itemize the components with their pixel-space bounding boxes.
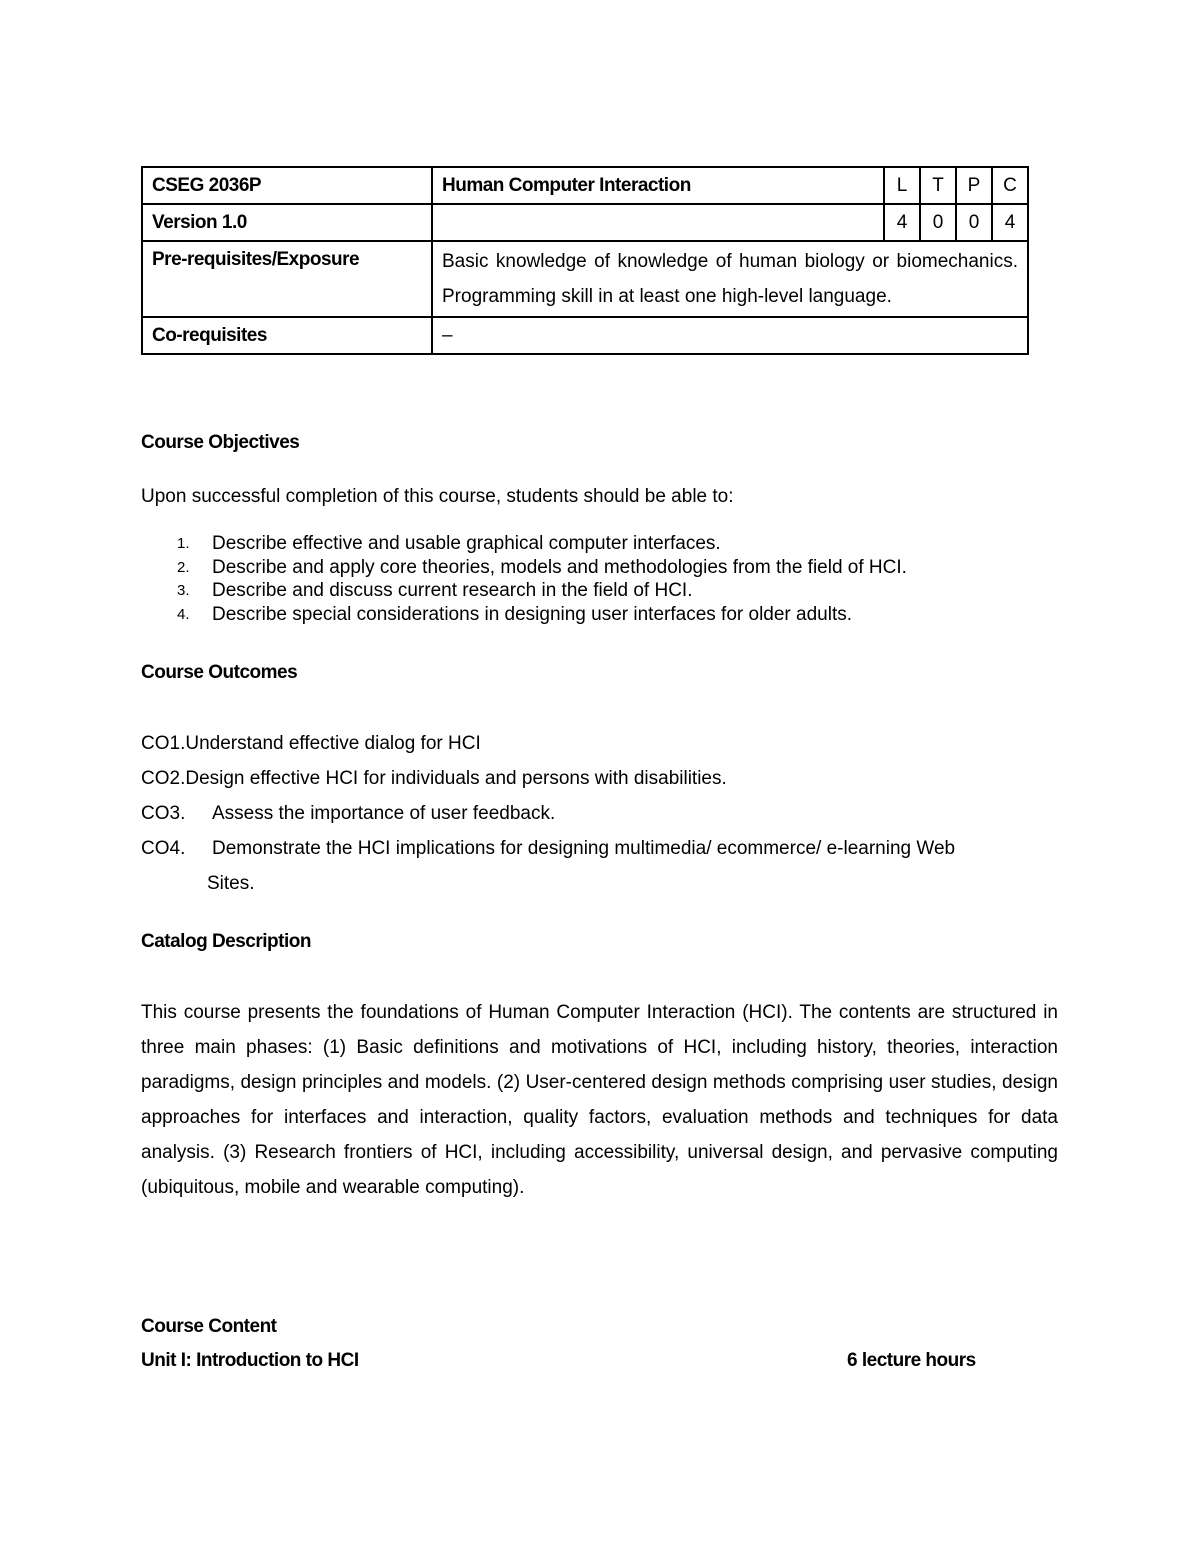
objectives-list — [141, 532, 907, 626]
ltpc-value-l: 4 — [884, 204, 920, 241]
objectives-heading: Course Objectives — [141, 432, 300, 453]
prereq-text: Basic knowledge of knowledge of human biology or biomechanics. Programming skill in at least one high-level language. — [432, 241, 1028, 317]
outcome-label: CO4. — [141, 838, 186, 859]
unit-title: Unit I: Introduction to HCI — [141, 1350, 359, 1371]
outcome-text: Understand effective dialog for HCI — [185, 733, 481, 754]
outcome-text: Demonstrate the HCI implications for designing multimedia/ ecommerce/ e-learning Web — [212, 838, 956, 859]
table-row — [142, 241, 1028, 317]
ltpc-value-t: 0 — [920, 204, 956, 241]
ltpc-header-c: C — [992, 167, 1028, 204]
list-number: 3. — [177, 582, 190, 599]
list-item — [141, 579, 907, 603]
prereq-label: Pre-requisites/Exposure — [142, 241, 432, 317]
outcome-item — [141, 831, 1041, 866]
coreq-label: Co-requisites — [142, 317, 432, 354]
ltpc-value-p: 0 — [956, 204, 992, 241]
list-number: 4. — [177, 605, 190, 623]
ltpc-header-p: P — [956, 167, 992, 204]
table-row — [142, 167, 1028, 204]
ltpc-header-l: L — [884, 167, 920, 204]
version-label: Version 1.0 — [142, 204, 432, 241]
course-info-table — [141, 166, 1029, 355]
list-text: Describe and apply core theories, models and methodologies from the field of HCI. — [212, 556, 907, 578]
list-item — [141, 556, 907, 580]
version-empty-cell — [432, 204, 884, 241]
list-number: 2. — [177, 558, 190, 576]
catalog-heading: Catalog Description — [141, 931, 311, 952]
outcome-text: Design effective HCI for individuals and persons with disabilities. — [185, 768, 727, 789]
outcome-label: CO1. — [141, 733, 186, 754]
outcomes-heading: Course Outcomes — [141, 662, 298, 683]
outcome-label: CO2. — [141, 768, 186, 789]
list-number: 1. — [177, 535, 190, 552]
outcome-item — [141, 726, 1041, 761]
list-item — [141, 532, 907, 556]
list-item — [141, 603, 907, 627]
ltpc-header-t: T — [920, 167, 956, 204]
outcome-text: Assess the importance of user feedback. — [212, 803, 556, 824]
table-row — [142, 317, 1028, 354]
list-text: Describe effective and usable graphical computer interfaces. — [212, 533, 721, 554]
outcome-label: CO3. — [141, 803, 186, 824]
content-heading: Course Content — [141, 1316, 277, 1337]
outcome-item — [141, 796, 1041, 831]
outcome-text-continuation: Sites. — [207, 873, 255, 894]
catalog-description: This course presents the foundations of Human Computer Interaction (HCI). The contents are structured in three main phases: (1) Basic definitions and motivations of HCI, including history, theories, interaction paradigms, design principles and models. (2) User-centered design methods comprising user studies, design approaches for interfaces and interaction, quality factors, evaluation methods and techniques for data analysis. (3) Research frontiers of HCI, including accessibility, universal design, and pervasive computing (ubiquitous, mobile and wearable computing). — [141, 1002, 1058, 1198]
course-title: Human Computer Interaction — [432, 167, 884, 204]
outcome-item — [141, 761, 1041, 796]
objectives-intro: Upon successful completion of this course, students should be able to: — [141, 486, 734, 507]
list-text: Describe special considerations in designing user interfaces for older adults. — [212, 603, 853, 625]
ltpc-value-c: 4 — [992, 204, 1028, 241]
table-row — [142, 204, 1028, 241]
unit-hours: 6 lecture hours — [847, 1350, 976, 1371]
coreq-value: – — [432, 317, 1028, 354]
course-code: CSEG 2036P — [142, 167, 432, 204]
list-text: Describe and discuss current research in the field of HCI. — [212, 580, 693, 601]
